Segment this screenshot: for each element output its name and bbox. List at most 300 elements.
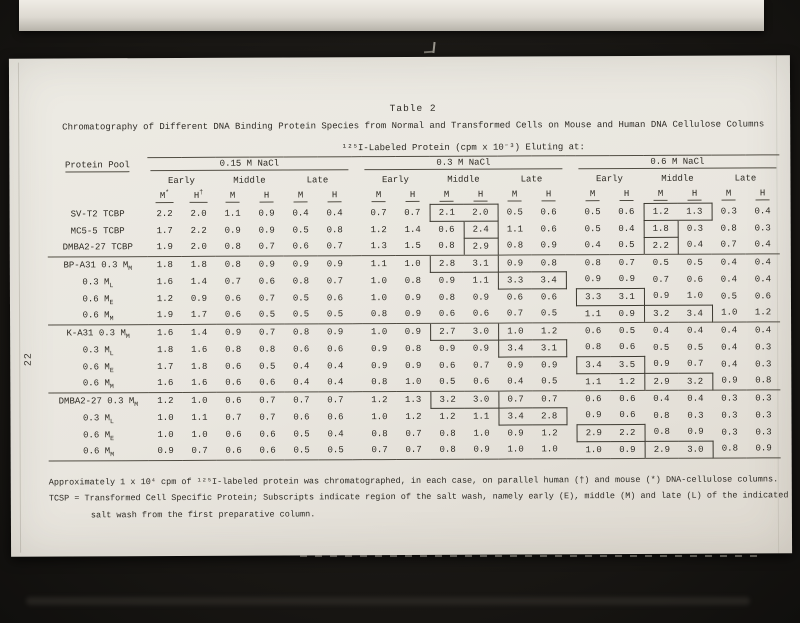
value-cell: 0.7 — [712, 236, 746, 253]
value-cell: 0.8 — [292, 275, 310, 286]
value-cell: 0.9 — [506, 257, 524, 269]
value-cell: 1.4 — [190, 276, 208, 287]
value-cell: 0.5 — [720, 291, 738, 302]
human-col-header: H — [531, 187, 565, 203]
value-cell: 0.9 — [326, 259, 343, 270]
value-cell: 2.2 — [156, 208, 173, 219]
group-gap — [565, 187, 575, 203]
group-gap — [566, 220, 576, 237]
human-col-header: H — [395, 188, 429, 204]
value-cell: 1.0 — [371, 411, 388, 422]
value-cell: 0.8 — [216, 239, 250, 256]
row-label: 0.3 $M_L$ — [82, 412, 114, 425]
value-cell: 0.5 — [532, 305, 566, 322]
value-cell: 1.2 — [541, 428, 558, 439]
group-gap — [352, 374, 362, 391]
value-cell: 1.2 — [746, 304, 780, 321]
value-cell: 0.5 — [687, 342, 704, 353]
group-gap — [352, 289, 362, 306]
value-cell: 0.6 — [619, 410, 636, 421]
group-gap — [566, 407, 576, 424]
value-cell: 3.2 — [644, 305, 678, 322]
mouse-col-header: M — [283, 188, 317, 204]
value-cell: 0.7 — [652, 274, 670, 285]
value-cell: 0.5 — [285, 442, 319, 459]
mouse-col-header: M — [497, 187, 531, 203]
human-col-header: H — [249, 189, 283, 205]
value-cell: 1.6 — [182, 375, 216, 392]
value-cell: 1.2 — [610, 373, 644, 390]
value-cell: 0.6 — [216, 375, 250, 392]
value-cell: 0.7 — [473, 360, 490, 371]
value-cell: 1.6 — [156, 276, 174, 287]
value-cell: 0.7 — [224, 276, 242, 287]
value-cell: 0.9 — [258, 208, 275, 219]
value-cell: 0.5 — [584, 206, 601, 217]
value-cell: 0.4 — [498, 373, 532, 390]
value-cell: 0.7 — [259, 412, 276, 423]
value-cell: 2.9 — [577, 424, 611, 441]
value-cell: 3.5 — [610, 356, 644, 373]
page-number: 22 — [23, 352, 35, 367]
value-cell: 0.9 — [472, 343, 490, 354]
mouse-col-header: M — [575, 187, 609, 203]
group-gap — [353, 442, 363, 459]
row-label: 0.3 $M_L$ — [82, 276, 114, 289]
value-cell: 0.7 — [250, 239, 284, 256]
value-cell: 0.8 — [362, 374, 396, 391]
value-cell: 0.6 — [430, 306, 464, 323]
value-cell: 1.3 — [678, 203, 712, 220]
value-cell: 0.9 — [465, 442, 499, 459]
value-cell: 0.5 — [618, 325, 636, 336]
value-cell: 1.0 — [191, 395, 208, 406]
value-cell: 1.0 — [396, 374, 430, 391]
value-cell: 1.2 — [540, 325, 558, 336]
mouse-col-header: M — [429, 188, 463, 204]
mouse-col-header: M — [711, 186, 745, 202]
value-cell: 0.8 — [431, 442, 465, 459]
group-gap — [352, 255, 362, 272]
group-gap — [352, 238, 362, 255]
value-cell: 0.9 — [258, 225, 275, 236]
value-cell: 0.6 — [250, 375, 284, 392]
stub-spacer — [47, 189, 147, 205]
value-cell: 2.2 — [190, 225, 207, 236]
value-cell: 1.0 — [370, 326, 388, 337]
value-cell: 2.0 — [464, 204, 498, 221]
value-cell: 0.9 — [611, 441, 645, 458]
value-cell: 0.3 — [721, 393, 738, 404]
phase-header: Late — [734, 173, 757, 184]
row-label: 0.6 $M_E$ — [82, 361, 114, 374]
value-cell: 0.8 — [713, 440, 747, 457]
value-cell: 0.6 — [619, 393, 636, 404]
table-label: Table 2 — [389, 102, 437, 115]
group-gap — [351, 188, 361, 204]
value-cell: 3.4 — [498, 407, 532, 424]
value-cell: 0.5 — [292, 292, 310, 303]
value-cell: 3.2 — [678, 373, 712, 390]
value-cell: 0.7 — [404, 207, 421, 218]
value-cell: 1.8 — [644, 220, 678, 237]
row-label: 0.6 $M_M$ — [48, 307, 148, 324]
salt-group-header: 0.15 M NaCl — [147, 156, 351, 173]
footnote-abbreviation-cont: salt wash from the first preparative column. — [90, 508, 316, 520]
group-gap — [567, 441, 577, 458]
value-cell: 1.5 — [396, 238, 430, 255]
value-cell: 0.6 — [217, 443, 251, 460]
value-cell: 1.0 — [686, 290, 704, 302]
group-gap — [351, 172, 361, 188]
group-gap — [566, 271, 576, 288]
value-cell: 0.4 — [576, 237, 610, 254]
value-cell: 0.7 — [293, 395, 310, 406]
value-cell: 0.4 — [318, 374, 352, 391]
value-cell: 3.3 — [498, 271, 532, 288]
value-cell: 0.8 — [746, 372, 780, 389]
value-cell: 0.9 — [507, 428, 524, 439]
group-gap — [566, 254, 576, 271]
value-cell: 0.6 — [506, 292, 524, 303]
value-cell: 1.0 — [370, 292, 388, 303]
value-cell: 0.6 — [618, 206, 635, 217]
lower-page-edge — [26, 597, 750, 605]
value-cell: 1.9 — [148, 307, 182, 324]
value-cell: 0.8 — [585, 342, 602, 353]
value-cell: 1.2 — [644, 203, 678, 220]
value-cell: 0.7 — [259, 395, 276, 406]
value-cell: 0.9 — [404, 326, 421, 337]
stub-header: Protein Pool — [64, 160, 130, 171]
row-label: BP-A31 0.3 $M_M$ — [63, 259, 133, 272]
value-cell: 0.8 — [498, 237, 532, 254]
value-cell: 0.5 — [584, 223, 601, 234]
value-cell: 0.5 — [292, 224, 309, 235]
phase-header: Late — [306, 175, 329, 186]
group-gap — [566, 339, 576, 356]
value-cell: 0.8 — [653, 427, 670, 438]
value-cell: 0.9 — [532, 237, 566, 254]
group-gap — [352, 340, 362, 357]
value-cell: 0.6 — [284, 238, 318, 255]
value-cell: 1.6 — [148, 375, 182, 392]
value-cell: 0.9 — [404, 292, 422, 303]
value-cell: 0.6 — [258, 276, 276, 287]
value-cell: 0.5 — [259, 361, 276, 372]
value-cell: 1.8 — [157, 344, 174, 355]
value-cell: 1.0 — [157, 412, 174, 423]
value-cell: 0.9 — [610, 305, 644, 322]
human-col-header: H — [677, 187, 711, 203]
value-cell: 0.9 — [747, 440, 781, 457]
value-cell: 0.4 — [292, 207, 309, 218]
value-cell: 0.8 — [404, 275, 422, 286]
value-cell: 0.5 — [652, 257, 669, 268]
value-cell: 0.8 — [439, 428, 456, 439]
value-cell: 0.9 — [292, 259, 309, 270]
group-gap — [352, 323, 362, 340]
previous-page-edge — [19, 0, 764, 31]
value-cell: 0.7 — [507, 393, 524, 405]
value-cell: 0.3 — [755, 341, 772, 352]
value-cell: 2.2 — [644, 237, 678, 254]
value-cell: 0.4 — [720, 325, 738, 336]
value-cell: 2.0 — [190, 208, 207, 219]
value-cell: 0.6 — [438, 224, 455, 235]
value-cell: 0.9 — [712, 372, 746, 389]
value-cell: 0.6 — [540, 206, 557, 217]
mouse-col-header: M — [361, 188, 395, 204]
value-cell: 0.6 — [251, 443, 285, 460]
value-cell: 0.4 — [618, 223, 635, 234]
human-col-header: H — [609, 187, 643, 203]
group-gap — [567, 424, 577, 441]
value-cell: 0.3 — [755, 393, 772, 404]
value-cell: 1.1 — [576, 373, 610, 390]
value-cell: 0.4 — [678, 237, 712, 254]
value-cell: 0.8 — [362, 306, 396, 323]
value-cell: 0.9 — [405, 360, 422, 371]
value-cell: 0.6 — [584, 325, 602, 336]
value-cell: 0.7 — [397, 442, 431, 459]
group-gap — [566, 373, 576, 390]
salt-group-header: 0.6 M NaCl — [575, 154, 779, 171]
group-gap — [566, 390, 576, 407]
value-cell: 0.6 — [326, 292, 344, 303]
value-cell: 0.8 — [292, 327, 310, 338]
value-cell: 0.3 — [755, 409, 772, 420]
value-cell: 0.4 — [687, 393, 704, 404]
value-cell: 1.2 — [371, 394, 388, 405]
table-spanner: ¹²⁵I-Labeled Protein (cpm x 10⁻³) Eluting at: — [147, 138, 779, 157]
value-cell: 0.8 — [224, 259, 241, 270]
value-cell: 0.8 — [371, 428, 388, 439]
phase-header: Early — [381, 174, 409, 186]
value-cell: 0.6 — [540, 223, 557, 234]
value-cell: 0.6 — [259, 429, 276, 440]
value-cell: 0.7 — [370, 207, 387, 218]
value-cell: 1.2 — [156, 293, 174, 304]
group-gap — [352, 357, 362, 374]
group-gap — [352, 204, 362, 221]
value-cell: 0.4 — [652, 325, 670, 336]
page-content — [9, 55, 792, 556]
value-cell: 1.0 — [404, 258, 421, 269]
phase-header: Middle — [447, 174, 480, 185]
mouse-col-header: M — [215, 189, 249, 205]
value-cell: 0.8 — [430, 238, 464, 255]
value-cell: 0.9 — [618, 274, 636, 285]
value-cell: 0.9 — [541, 360, 558, 371]
value-cell: 0.5 — [610, 237, 644, 254]
row-label: MC5-5 TCBP — [70, 225, 125, 236]
group-gap — [351, 156, 361, 172]
value-cell: 1.9 — [148, 239, 182, 256]
value-cell: 0.9 — [396, 306, 430, 323]
value-cell: 0.8 — [720, 223, 737, 234]
value-cell: 2.9 — [464, 238, 498, 255]
row-label: SV-T2 TCBP — [70, 208, 125, 219]
value-cell: 1.2 — [405, 411, 422, 422]
value-cell: 0.5 — [506, 206, 523, 218]
value-cell: 0.3 — [687, 410, 704, 421]
value-cell: 0.3 — [720, 206, 737, 217]
group-gap — [352, 272, 362, 289]
footnote-abbreviation: TCSP = Transformed Cell Specific Protein; Subscripts indicate region of the salt wash, namely early (E), middle (M) and late (L) of the indicated — [48, 490, 789, 504]
value-cell: 1.0 — [507, 325, 524, 337]
value-cell: 1.2 — [157, 395, 174, 406]
value-cell: 0.4 — [754, 325, 772, 336]
value-cell: 0.6 — [225, 361, 242, 372]
value-cell: 1.1 — [224, 208, 241, 219]
value-cell: 0.7 — [618, 257, 635, 268]
value-cell: 2.8 — [532, 407, 566, 424]
value-cell: 1.0 — [191, 429, 208, 440]
mouse-col-header: M — [643, 187, 677, 203]
phase-header: Middle — [233, 175, 266, 186]
value-cell: 0.6 — [216, 307, 250, 324]
value-cell: 0.5 — [293, 428, 310, 439]
group-gap — [566, 305, 576, 322]
value-cell: 0.7 — [541, 393, 558, 404]
mouse-col-header: M* — [147, 189, 181, 205]
row-label: DMBA2-27 0.3 $M_M$ — [58, 395, 139, 408]
value-cell: 0.3 — [721, 427, 738, 438]
value-cell: 0.6 — [327, 343, 344, 354]
row-label: DMBA2-27 TCBP — [48, 239, 148, 256]
value-cell: 3.0 — [679, 441, 713, 458]
value-cell: 1.0 — [499, 441, 533, 458]
scan-artifact-mark — [424, 51, 433, 54]
group-gap — [566, 288, 576, 305]
value-cell: 0.4 — [720, 274, 738, 285]
human-col-header: H — [317, 188, 351, 204]
group-gap — [566, 203, 576, 220]
value-cell: 3.1 — [610, 288, 644, 305]
human-col-header: H — [745, 186, 779, 202]
table-row — [49, 440, 781, 460]
value-cell: 0.7 — [405, 428, 422, 439]
value-cell: 1.1 — [576, 305, 610, 322]
value-cell: 0.5 — [532, 373, 566, 390]
group-gap — [353, 425, 363, 442]
group-gap — [352, 306, 362, 323]
group-gap — [565, 155, 575, 171]
value-cell: 1.2 — [370, 224, 387, 235]
value-cell: 0.9 — [472, 292, 490, 303]
row-label: 0.6 $M_E$ — [82, 293, 114, 306]
value-cell: 0.8 — [438, 292, 456, 303]
group-gap — [565, 171, 575, 187]
value-cell: 0.4 — [327, 360, 344, 371]
value-cell: 0.5 — [318, 306, 352, 323]
value-cell: 1.8 — [191, 361, 208, 372]
value-cell: 0.4 — [326, 207, 343, 218]
value-cell: 3.0 — [464, 323, 498, 340]
value-cell: 1.1 — [506, 223, 524, 235]
value-cell: 1.0 — [577, 441, 611, 458]
value-cell: 2.9 — [645, 441, 679, 458]
value-cell: 0.4 — [653, 393, 670, 404]
footnote-method: Approximately 1 x 10⁴ cpm of ¹²⁵I-labeled protein was chromatographed, in each case, on parallel human (†) and mouse (*) DNA-cellulose columns. — [48, 473, 779, 488]
value-cell: 0.8 — [584, 257, 601, 268]
value-cell: 0.4 — [686, 325, 704, 336]
value-cell: 0.6 — [464, 374, 498, 391]
phase-header: Late — [520, 174, 543, 185]
value-cell: 0.6 — [293, 343, 310, 354]
row-label: 0.6 $M_M$ — [48, 375, 148, 392]
footnotes — [48, 471, 789, 524]
value-cell: 0.4 — [746, 236, 780, 253]
value-cell: 0.7 — [183, 443, 217, 460]
value-cell: 0.7 — [327, 394, 344, 406]
value-cell: 0.7 — [258, 293, 276, 304]
value-cell: 0.4 — [754, 273, 772, 284]
value-cell: 2.7 — [430, 323, 464, 340]
value-cell: 0.6 — [585, 393, 602, 404]
value-cell: 2.8 — [430, 255, 464, 272]
value-cell: 0.4 — [721, 359, 738, 370]
value-cell: 0.6 — [327, 411, 344, 422]
value-cell: 0.7 — [258, 327, 276, 338]
value-cell: 3.4 — [576, 356, 610, 373]
group-gap — [566, 322, 576, 339]
value-cell: 3.3 — [576, 288, 610, 305]
value-cell: 0.6 — [224, 293, 242, 304]
value-cell: 0.5 — [686, 257, 703, 268]
value-cell: 1.7 — [157, 361, 174, 372]
value-cell: 1.1 — [472, 275, 489, 286]
value-cell: 0.9 — [653, 359, 670, 370]
value-cell: 0.9 — [371, 343, 388, 354]
human-col-header: H† — [181, 189, 215, 205]
value-cell: 1.6 — [156, 327, 174, 338]
value-cell: 3.4 — [498, 339, 532, 356]
value-cell: 0.3 — [686, 223, 704, 234]
value-cell: 0.9 — [371, 360, 388, 371]
value-cell: 1.1 — [473, 411, 490, 422]
table-title: Chromatography of Different DNA Binding Protein Species from Normal and Transformed Cells on Mouse and Human DNA Cellulose Columns — [62, 119, 765, 133]
value-cell: 0.5 — [653, 342, 670, 353]
phase-header: Early — [595, 174, 623, 185]
value-cell: 0.3 — [755, 358, 772, 369]
value-cell: 0.4 — [284, 374, 318, 391]
value-cell: 2.4 — [464, 221, 498, 238]
value-cell: 0.6 — [439, 360, 456, 371]
value-cell: 0.9 — [687, 426, 704, 437]
value-cell: 1.3 — [362, 238, 396, 255]
value-cell: 0.9 — [653, 291, 670, 302]
value-cell: 0.5 — [319, 442, 353, 459]
value-cell: 0.8 — [540, 257, 557, 268]
value-cell: 0.4 — [720, 257, 737, 268]
value-cell: 3.4 — [678, 305, 712, 322]
value-cell: 1.0 — [370, 275, 388, 286]
value-cell: 1.0 — [533, 441, 567, 458]
value-cell: 0.5 — [430, 374, 464, 391]
value-cell: 0.9 — [507, 360, 524, 371]
row-label: 0.6 $M_E$ — [83, 429, 115, 442]
value-cell: 0.6 — [293, 411, 310, 422]
human-col-header: H — [463, 188, 497, 204]
value-cell: 0.7 — [225, 412, 242, 423]
value-cell: 0.3 — [755, 426, 772, 437]
value-cell: 0.6 — [464, 306, 498, 323]
value-cell: 0.5 — [284, 306, 318, 323]
value-cell: 1.7 — [156, 225, 173, 236]
value-cell: 3.2 — [430, 391, 464, 408]
